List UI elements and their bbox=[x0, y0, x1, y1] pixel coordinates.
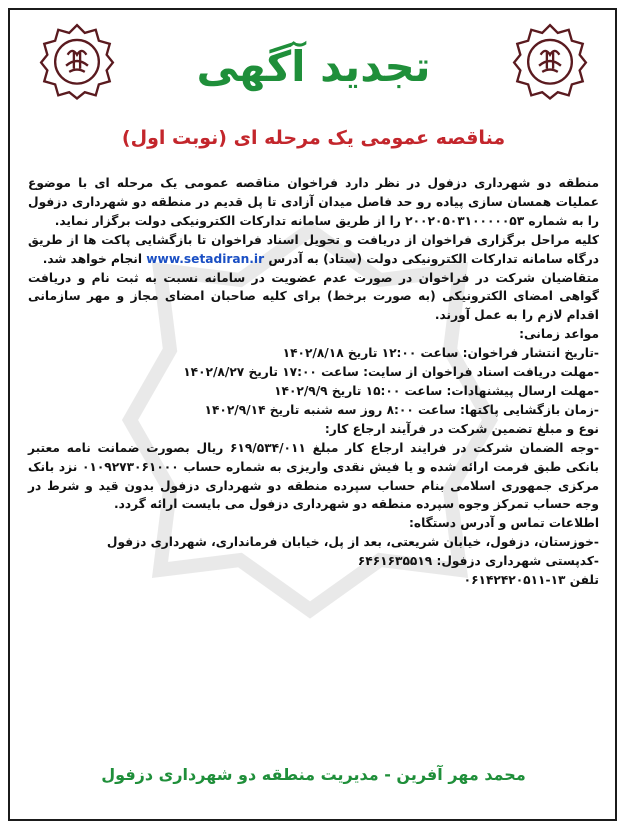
contact-phone: تلفن ۱۳-۰۶۱۴۲۴۲۰۵۱۱ bbox=[463, 573, 599, 588]
procedure-text-start: کلیه مراحل برگزاری فراخوان از دریافت و تحویل اسناد فراخوان تا بازگشایی پاکت ها از طریق درگاه سامانه تدارکات الکترونیکی دولت (ستاد) به آدرس bbox=[28, 232, 599, 266]
guarantee-paragraph: -وجه الضمان شرکت در فرایند ارجاع کار مبلغ ۶۱۹/۵۳۴/۰۱۱ ریال بصورت ضمانت نامه معتبر بانکی طبق فرمت ارائه شده و یا فیش نقدی واریزی به شماره حساب ۰۱۰۹۲۷۳۰۶۱۰۰۰ نزد بانک مرکزی جمهوری اسلامی بنام حساب سپرده منطقه دو شهرداری دزفول بدون قید و شرط در وجه حساب تمرکز وجوه سپرده منطقه دو شهرداری دزفول می بایست ارائه گردد. bbox=[28, 440, 600, 512]
schedule-item: -زمان بازگشایی پاکتها: ساعت ۸:۰۰ روز سه شنبه تاریخ ۱۴۰۲/۹/۱۴ bbox=[204, 402, 599, 417]
procedure-paragraph bbox=[28, 231, 599, 269]
schedule-item: -تاریخ انتشار فراخوان: ساعت ۱۲:۰۰ تاریخ ۱۴۰۲/۸/۱۸ bbox=[282, 346, 599, 361]
contact-address: -خوزستان، دزفول، خیابان شریعتی، بعد از پل، خیابان فرمانداری، شهرداری دزفول bbox=[106, 535, 599, 550]
notice-subtitle: مناقصه عمومی یک مرحله ای (نوبت اول) bbox=[121, 127, 506, 149]
contact-heading: اطلاعات تماس و آدرس دستگاه: bbox=[409, 516, 599, 531]
guarantee-heading: نوع و مبلغ تضمین شرکت در فرآیند ارجاع کار: bbox=[324, 421, 599, 436]
intro-paragraph: منطقه دو شهرداری دزفول در نظر دارد فراخوان مناقصه عمومی یک مرحله ای با موضوع عملیات همسان سازی پیاده رو حد فاصل میدان آزادی تا پل قدیم در منطقه دو شهرداری دزفول را به شماره ۲۰۰۲۰۵۰۳۱۰۰۰۰۰۵۳ را از طریق سامانه تدارکات الکترونیکی دولت برگزار نماید. bbox=[28, 176, 599, 228]
schedule-item: -مهلت ارسال پیشنهادات: ساعت ۱۵:۰۰ تاریخ ۱۴۰۲/۹/۹ bbox=[274, 383, 599, 398]
procedure-text-end: انجام خواهد شد. bbox=[42, 251, 143, 266]
notice-body bbox=[28, 174, 599, 590]
schedule-item: -مهلت دریافت اسناد فراخوان از سایت: ساعت ۱۷:۰۰ تاریخ ۱۴۰۲/۸/۲۷ bbox=[183, 365, 599, 380]
contact-postal-code: -کدپستی شهرداری دزفول: ۶۴۶۱۶۳۵۵۱۹ bbox=[357, 554, 599, 569]
schedule-heading: مواعد زمانی: bbox=[519, 327, 599, 342]
signature-line: محمد مهر آفرین - مدیریت منطقه دو شهرداری دزفول bbox=[101, 765, 526, 784]
setad-website-link[interactable]: www.setadiran.ir bbox=[146, 251, 265, 266]
notice-title: تجدید آگهی bbox=[196, 42, 431, 91]
registration-paragraph: متقاضیان شرکت در فراخوان در صورت عدم عضویت در سامانه نسبت به ثبت نام و دریافت گواهی امضای الکترونیکی (به صورت برخط) برای کلیه صاحبان امضای مجاز و مهر سازمانی اقدام لازم را به عمل آورند. bbox=[28, 270, 599, 323]
